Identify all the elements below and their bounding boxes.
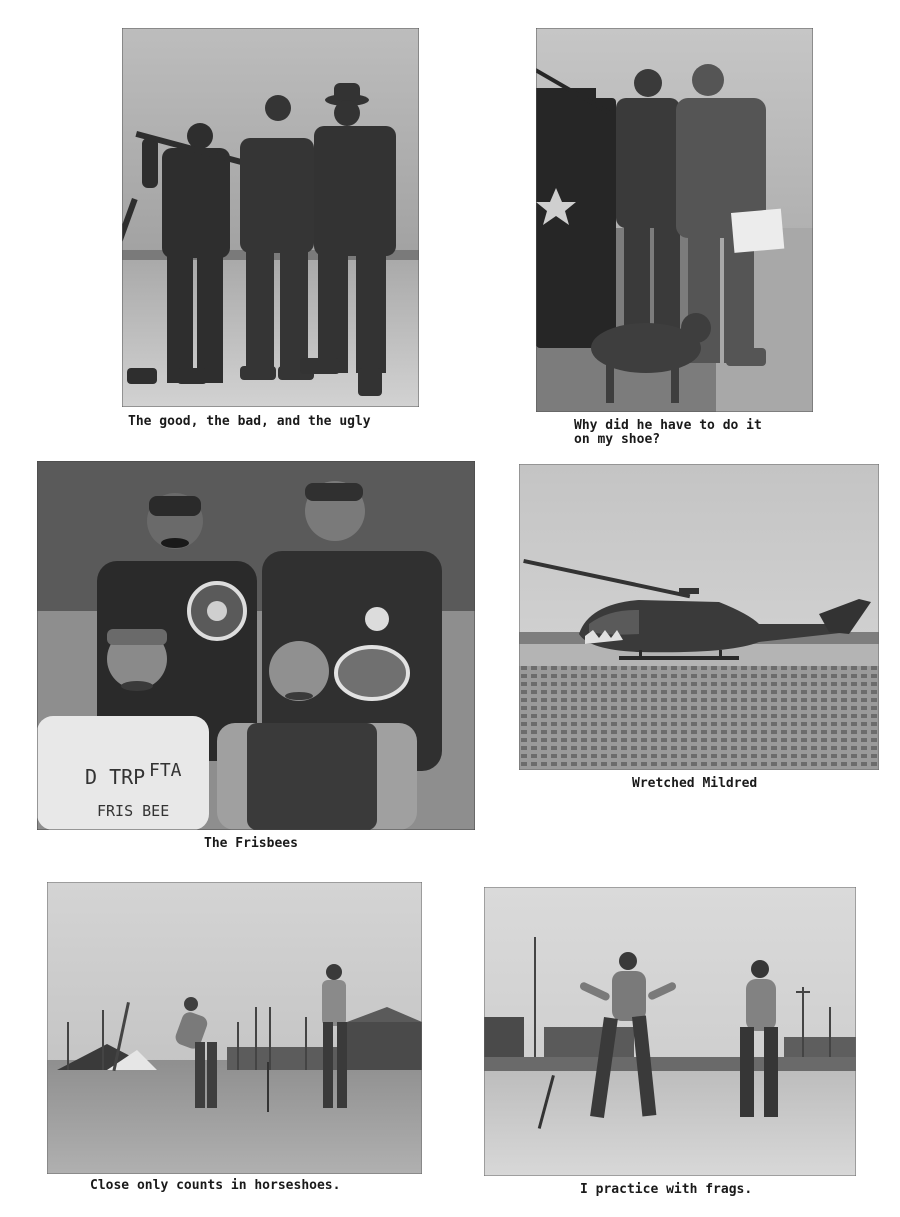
caption-photo-2-line-2: on my shoe? [574,432,661,447]
photo-helicopter [519,464,879,770]
shirt-text-line-1: D TRP [85,765,146,789]
caption-photo-6: I practice with frags. [580,1182,753,1197]
shirt-text-line-2: FTA [149,760,182,781]
caption-photo-1: The good, the bad, and the ugly [128,414,371,429]
caption-photo-5: Close only counts in horseshoes. [90,1178,341,1193]
photo-three-soldiers [122,28,419,407]
photo-two-soldiers-jeep-image [536,28,813,412]
photo-frags-practice-image [484,887,856,1176]
photo-horseshoes-image [47,882,422,1174]
photo-frags-practice [484,887,856,1176]
photo-two-soldiers-jeep [536,28,813,412]
photo-horseshoes [47,882,422,1174]
photo-frisbees-image [37,461,475,830]
caption-photo-4: Wretched Mildred [632,776,758,791]
photo-helicopter-image [519,464,879,770]
photo-frisbees [37,461,475,830]
caption-photo-3: The Frisbees [204,836,298,851]
caption-photo-2-line-1: Why did he have to do it [574,418,762,433]
shirt-text-line-3: FRIS BEE [97,802,170,820]
photo-three-soldiers-image [122,28,419,407]
